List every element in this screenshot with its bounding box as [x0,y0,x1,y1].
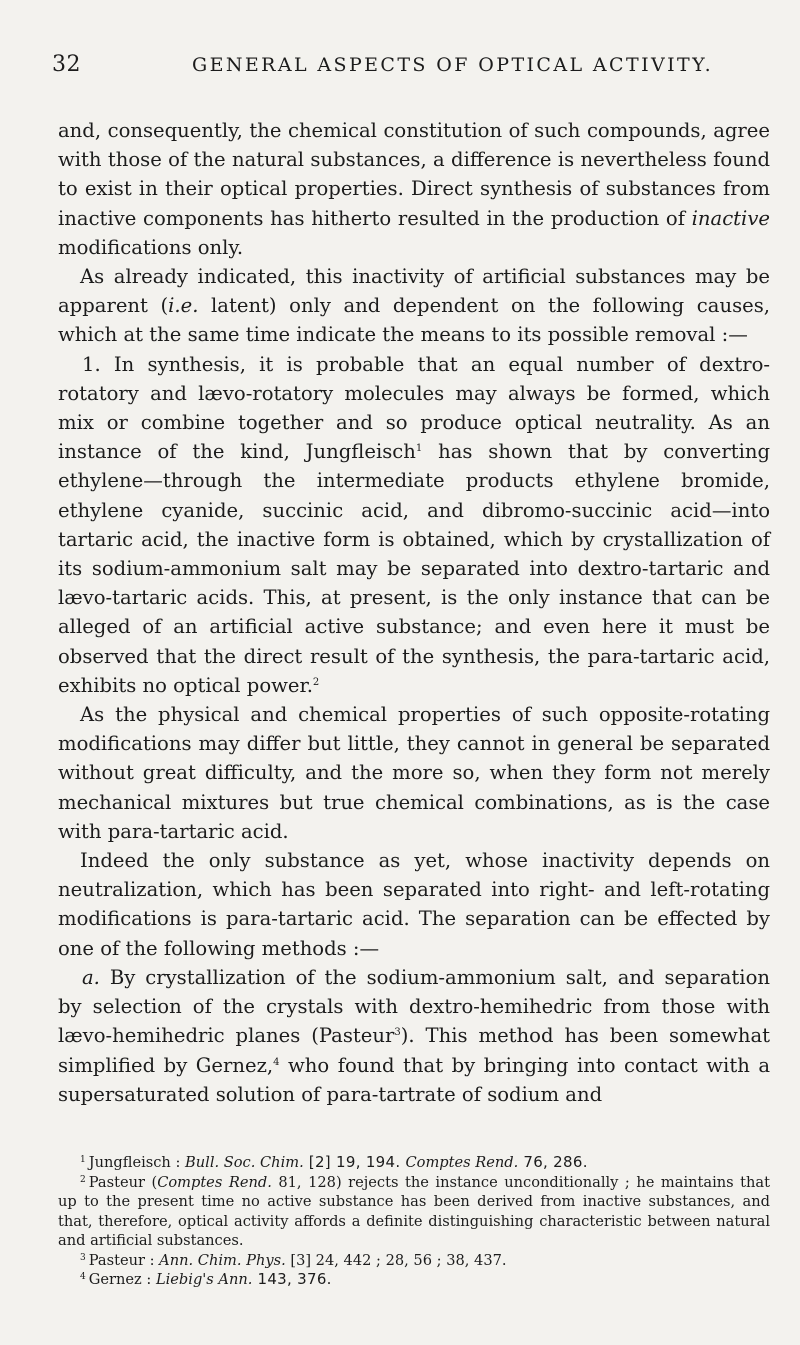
footnote-ref: 2 [312,676,320,688]
text-run: has shown that by converting ethylene—through the intermediate products ethylene bromide, ethylene cyanide, succinic acid, and dibromo-succinic acid—into tartaric acid, the inactive form is obtained, which by crystallization of its sodium-ammonium salt may be separated into dextro-tartaric and lævo-tartaric acids. This, at present, is the only instance that can be alleged of an artificial active substance; and even here it must be observed that the direct result of the synthesis, the para-tartaric acid, exhibits no optical power. [58,440,771,697]
text-run: Pasteur : [88,1251,160,1269]
footnote-ref: 3 [394,1027,401,1039]
text-run: As already indicated, this inactivity of artificial substances may be apparent ( [58,265,770,318]
footnote-ref: 1 [415,443,423,455]
text-run: 1. In synthesis, it is probable that an equal number of dextro-rotatory and lævo-rotatory molecules may always be formed, which mix or combine together and so produce optical neutrality. As an instance of the kind, Jungfleisch [58,352,770,464]
text-run: 143, 376. [252,1270,332,1288]
paragraph-properties: As the physical and chemical properties of such opposite-rotating modifications may differ but little, they cannot in general be separated without great difficulty, and the more so, when they form not merely mechanical mixtures but true chemical combinations, as is the case with para-tartaric acid. [58,703,770,843]
footnote-2 [58,1173,770,1251]
italic-run: Comptes Rend. [157,1173,272,1191]
footnote-number: 2 [80,1174,86,1185]
page-number: 32 [52,52,81,77]
text-run: latent) only and dependent on the following causes, which at the same time indicate the means to its possible removal :— [58,294,770,347]
footnote-ref: 4 [273,1056,280,1068]
italic-run: Liebig's Ann. [155,1271,253,1288]
italic-run: a. [82,965,100,989]
running-head: GENERAL ASPECTS OF OPTICAL ACTIVITY. [192,54,714,76]
italic-run: Comptes Rend. [405,1154,519,1171]
paragraph-continuation [58,116,770,262]
text-run: and, consequently, the chemical constitution of such compounds, agree with those of the natural substances, a difference is nevertheless found to exist in their optical properties. Direct synthesis of substances from inactive components has hitherto resulted in the production of [58,119,770,230]
text-run: [2] 19, 194. [303,1153,406,1171]
footnote-number: 4 [80,1272,86,1282]
page-header [52,52,760,82]
footnote-1 [58,1153,770,1173]
text-run: ). This method has been somewhat simplified by Gernez, [58,1024,771,1077]
paragraph-causes-intro [58,262,770,350]
footnotes [58,1153,770,1290]
text-run: Gernez : [88,1271,156,1288]
text-run: Pasteur ( [88,1173,158,1191]
footnote-number: 1 [80,1155,86,1165]
text-run: 76, 286. [518,1153,588,1171]
body-text [58,116,770,1109]
text-run: By crystallization of the sodium-ammonium salt, and separation by selection of the crystals with dextro-hemihedric from those with lævo-hemihedric planes (Pasteur [58,965,770,1048]
paragraph-method-a [58,963,770,1109]
footnote-number: 3 [80,1252,86,1263]
text-run: who found that by bringing into contact with a supersaturated solution of para-tartrate of sodium and [58,1053,770,1106]
footnote-3 [58,1251,770,1271]
text-run: modifications only. [58,235,244,259]
italic-run: Bull. Soc. Chim. [185,1154,304,1171]
italic-run: i.e. [168,294,199,318]
text-run: [3] 24, 442 ; 28, 56 ; 38, 437. [285,1251,507,1269]
text-run: 81, 128) rejects the instance unconditionally ; he maintains that up to the present time no active substance has been derived from inactive substances, and that, therefore, optical activity affords a definite distinguishing characteristic between natural and artificial substances. [58,1173,770,1249]
italic-run: inactive [691,206,770,230]
footnote-4 [58,1270,770,1290]
paragraph-synthesis [58,350,770,700]
italic-run: Ann. Chim. Phys. [159,1251,286,1269]
paragraph-separation: Indeed the only substance as yet, whose inactivity depends on neutralization, which has been separated into right- and left-rotating modifications is para-tartaric acid. The separation can be effected by one of the following methods :— [58,849,770,960]
text-run: Jungfleisch : [88,1154,186,1171]
